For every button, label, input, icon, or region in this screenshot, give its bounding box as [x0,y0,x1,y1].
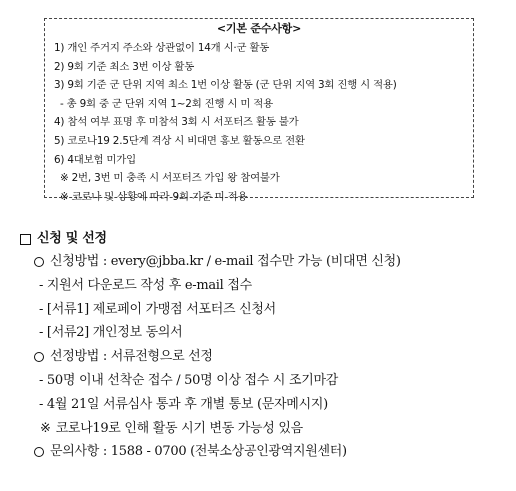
circle-bullet-icon [34,352,44,362]
list-item: - 50명 이내 선착순 접수 / 50명 이상 접수 시 조기마감 [39,372,339,388]
list-item: - [서류2] 개인정보 동의서 [39,325,183,341]
contact-text: 문의사항 : 1588 - 0700 (전북소상공인광역지원센터) [50,444,347,460]
rule-note: ※ 코로나 및 상황에 따라 9회 기준 미 적용 [60,190,248,203]
contact-line [20,440,500,464]
rule-item: 6) 4대보험 미가입 [54,153,136,166]
reference-mark-icon: ※ [40,420,51,436]
apply-method-line [20,250,500,274]
rules-list [54,39,473,206]
section-heading [20,228,500,250]
rule-note: ※ 2번, 3번 미 충족 시 서포터즈 가입 왕 참여불가 [60,172,280,185]
apply-method-text: 신청방법 : every@jbba.kr / e-mail 접수만 가능 (비대면 신청) [50,254,401,269]
circle-bullet-icon [34,447,44,457]
square-bullet-icon [20,234,31,245]
rule-item: 4) 참석 여부 표명 후 미참석 3회 시 서포터즈 활동 불가 [54,116,299,129]
note-text: 코로나19로 인해 활동 시기 변동 가능성 있음 [55,420,303,436]
list-item: - [서류1] 제로페이 가맹점 서포터즈 신청서 [39,301,276,317]
select-method-text: 선정방법 : 서류전형으로 선정 [50,349,213,365]
rule-item: 2) 9회 기준 최소 3번 이상 활동 [54,60,195,73]
rule-subitem: - 총 9회 중 군 단위 지역 1~2회 진행 시 미 적용 [60,97,273,110]
list-item: - 4월 21일 서류심사 통과 후 개별 통보 (문자메시지) [39,396,328,412]
rule-item: 1) 개인 주거지 주소와 상관없이 14개 시·군 활동 [54,42,270,54]
rule-item: 5) 코로나19 2.5단계 격상 시 비대면 홍보 활동으로 전환 [54,134,305,147]
basic-rules-box [44,18,474,203]
note-line [20,417,500,441]
circle-bullet-icon [34,257,44,267]
rules-title: <기본 준수사항> [216,22,302,35]
select-method-line [20,345,500,369]
list-item: - 지원서 다운로드 작성 후 e-mail 접수 [39,277,252,293]
application-section [20,228,500,464]
section-title: 신청 및 선정 [37,231,107,246]
rule-item: 3) 9회 기준 군 단위 지역 최소 1번 이상 활동 (군 단위 지역 3회 진행 시 적용) [54,79,397,92]
